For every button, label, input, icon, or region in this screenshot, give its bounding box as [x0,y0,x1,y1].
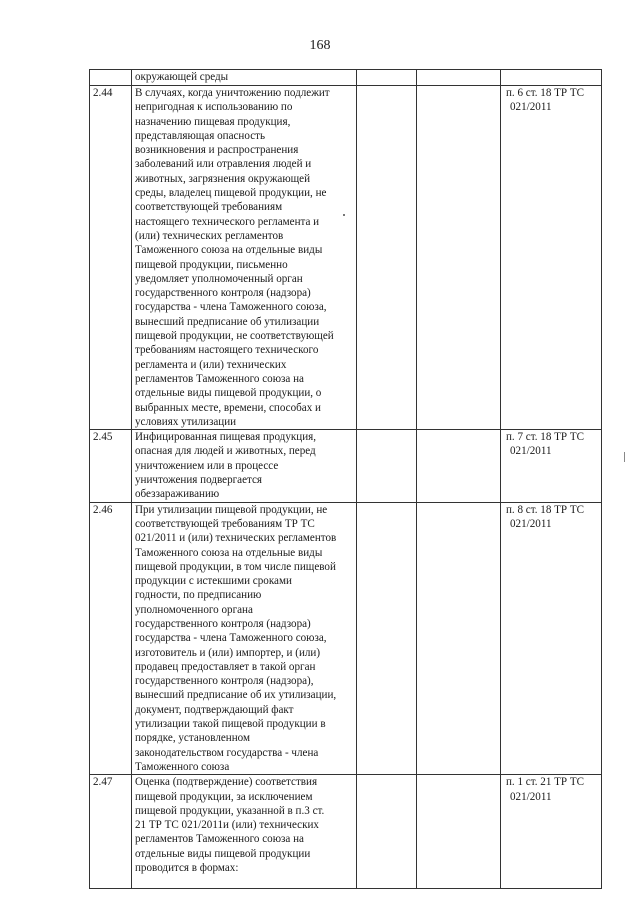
requirement-line: непригодная к использованию по [135,101,293,114]
requirement-line: государственного контроля (надзора) [135,617,311,630]
requirement-line: продукции с истекшими сроками [135,575,292,588]
empty-cell [357,502,417,775]
clause-number: 2.44 [90,86,132,430]
clause-number [90,70,132,86]
requirement-line: государства - члена Таможенного союза, [135,301,327,314]
requirement-line: Таможенного союза на отдельные виды [135,244,323,257]
requirement-line: (или) технических регламентов [135,229,284,242]
requirement-line: уведомляет уполномоченный орган [135,272,303,285]
requirements-table [89,69,602,889]
requirement-line: При утилизации пищевой продукции, не [135,503,328,516]
requirement-line: уполномоченного органа [135,603,253,616]
regulation-reference [501,70,602,86]
requirement-line: регламентов Таможенного союза на [135,372,304,385]
reference-line: п. 7 ст. 18 ТР ТС [506,431,585,444]
reference-line: 021/2011 [510,790,552,803]
requirement-line: требованиям настоящего технического [135,344,319,357]
requirement-line: Таможенного союза [135,760,230,773]
requirement-line: государства - члена Таможенного союза, [135,632,327,645]
requirement-line: пищевой продукции, в том числе пищевой [135,560,336,573]
requirement-line: среды, владелец пищевой продукции, не [135,187,327,200]
empty-cell [417,70,501,86]
requirement-line: изготовитель и (или) импортер, и (или) [135,646,321,659]
regulation-reference [501,502,602,775]
requirement-text [132,430,357,502]
requirement-line: пищевой продукции, за исключением [135,790,313,803]
requirement-line: пищевой продукции, не соответствующей [135,330,334,343]
reference-line: п. 1 ст. 21 ТР ТС [506,776,585,789]
requirement-line: Инфицированная пищевая продукция, [135,431,317,444]
clause-number: 2.46 [90,502,132,775]
requirement-line: Оценка (подтверждение) соответствия [135,776,318,789]
empty-cell [417,430,501,502]
reference-line: 021/2011 [510,101,552,114]
clause-number: 2.47 [90,775,132,889]
requirement-line: проводится в формах: [135,862,239,875]
table-row [90,86,602,430]
requirement-line: соответствующей требованиям [135,201,283,214]
empty-cell [357,430,417,502]
empty-cell [357,775,417,889]
requirement-line: отдельные виды пищевой продукции [135,847,311,860]
regulation-reference [501,430,602,502]
requirement-line: условиях утилизации [135,415,237,428]
regulation-reference [501,86,602,430]
requirement-line: продавец предоставляет в такой орган [135,660,316,673]
requirement-line: законодательством государства - члена [135,746,319,759]
requirement-line: утилизации такой пищевой продукции в [135,718,326,731]
requirement-text [132,70,357,86]
empty-cell [417,502,501,775]
requirement-line: выбранных месте, времени, способах и [135,401,321,414]
requirement-line: уничтожением или в процессе [135,459,279,472]
requirement-line: государственного контроля (надзора) [135,287,311,300]
requirement-line: назначению пищевая продукция, [135,115,291,128]
page-number: 168 [309,38,331,53]
margin-mark [624,452,625,462]
empty-cell [357,86,417,430]
reference-line: п. 8 ст. 18 ТР ТС [506,503,585,516]
requirement-line: 021/2011 и (или) технических регламентов [135,532,337,545]
requirement-line: вынесший предписание об их утилизации, [135,689,337,702]
requirement-line: Таможенного союза на отдельные виды [135,546,323,559]
empty-cell [417,86,501,430]
requirement-line: животных, загрязнения окружающей [135,172,311,185]
requirement-line: документ, подтверждающий факт [135,703,294,716]
table-row [90,775,602,889]
requirement-line: отдельные виды пищевой продукции, о [135,387,322,400]
clause-number: 2.45 [90,430,132,502]
table-body [90,70,602,889]
requirement-line: заболеваний или отравления людей и [135,158,312,171]
requirement-line: вынесший предписание об утилизации [135,315,320,328]
requirement-line: пищевой продукции, письменно [135,258,288,271]
requirement-line: настоящего технического регламента и [135,215,320,228]
reference-line: 021/2011 [510,517,552,530]
requirement-line: порядке, установленном [135,732,251,745]
empty-cell [357,70,417,86]
requirement-line: возникновения и распространения [135,144,299,157]
requirement-line: регламента и (или) технических [135,358,287,371]
table-row [90,430,602,502]
requirement-line: 21 ТР ТС 021/2011и (или) технических [135,819,319,832]
requirement-text [132,86,357,430]
reference-line: п. 6 ст. 18 ТР ТС [506,87,585,99]
requirement-line: окружающей среды [135,71,229,83]
requirement-line: соответствующей требованиям ТР ТС [135,517,315,530]
requirement-line: государственного контроля (надзора), [135,675,314,688]
empty-cell [417,775,501,889]
requirement-line: представляющая опасность [135,129,266,142]
requirement-line: обеззараживанию [135,488,220,501]
reference-line: 021/2011 [510,445,552,458]
requirement-line: регламентов Таможенного союза на [135,833,304,846]
requirement-text [132,502,357,775]
requirement-line: В случаях, когда уничтожению подлежит [135,87,330,99]
table-row [90,502,602,775]
requirement-line: годности, по предписанию [135,589,262,602]
requirement-line: уничтожения подвергается [135,474,263,487]
requirement-text [132,775,357,889]
requirement-line: пищевой продукции, указанной в п.3 ст. [135,804,325,817]
table-row [90,70,602,86]
regulation-reference [501,775,602,889]
requirement-line: опасная для людей и животных, перед [135,445,316,458]
